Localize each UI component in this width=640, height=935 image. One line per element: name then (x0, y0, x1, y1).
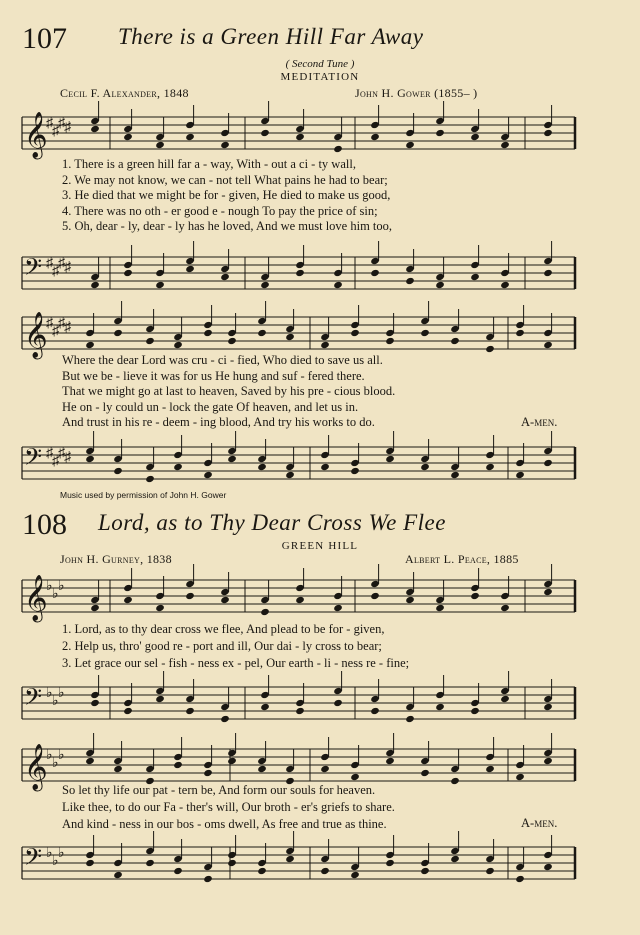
flat-icon: ♭ (52, 756, 59, 771)
note-head (257, 463, 267, 471)
sharp-icon: ♯ (64, 450, 71, 465)
sharp-icon: ♯ (46, 316, 53, 331)
note-head (123, 596, 133, 604)
bass-staff-108-2 (0, 835, 640, 895)
lyric-line: 2. Help us, thro' good re - port and ill, Our dai - ly cross to bear; (62, 639, 382, 653)
note-head (350, 871, 360, 879)
treble-clef-icon: 𝄞 (24, 312, 48, 358)
author-107: Cecil F. Alexander, 1848 (60, 86, 189, 100)
note-head (450, 855, 460, 863)
note-head (227, 337, 237, 345)
note-head (500, 141, 510, 149)
amen-107: A-men. (521, 415, 558, 429)
flat-icon: ♭ (46, 846, 53, 861)
note-head (295, 269, 305, 277)
note-head (470, 273, 480, 281)
lyric-line: So let thy life our pat - tern be, And form our souls for heaven. (62, 783, 376, 797)
note-head (470, 592, 480, 600)
note-head (333, 281, 343, 289)
note-head (203, 875, 213, 883)
note-head (420, 463, 430, 471)
composer-107: John H. Gower (1855– ) (355, 86, 478, 100)
note-head (405, 277, 415, 285)
note-head (543, 341, 553, 349)
bass-clef-icon: 𝄢 (24, 253, 43, 286)
lyrics-108-2 (62, 782, 395, 833)
note-head (420, 769, 430, 777)
note-head (285, 333, 295, 341)
bass-clef-icon: 𝄢 (24, 683, 43, 716)
note-head (515, 329, 525, 337)
flat-icon: ♭ (46, 748, 53, 763)
bass-clef-icon: 𝄢 (24, 843, 43, 876)
note-head (257, 867, 267, 875)
note-head (320, 341, 330, 349)
note-head (113, 329, 123, 337)
lyric-line: That we might go at last to heaven, Saved by his pre - cious blood. (62, 384, 396, 398)
sharp-icon: ♯ (64, 120, 71, 135)
note-head (515, 773, 525, 781)
note-head (185, 133, 195, 141)
note-head (435, 129, 445, 137)
note-head (90, 604, 100, 612)
note-head (227, 859, 237, 867)
note-head (203, 329, 213, 337)
flat-icon: ♭ (58, 846, 65, 861)
note-head (485, 765, 495, 773)
note-head (333, 699, 343, 707)
flat-icon: ♭ (46, 579, 53, 594)
note-head (543, 459, 553, 467)
lyric-line: But we be - lieve it was for us He hung and suf - fered there. (62, 368, 365, 383)
note-head (450, 777, 460, 785)
note-head (320, 765, 330, 773)
note-head (485, 867, 495, 875)
lyric-line: And kind - ness in our bos - oms dwell, As free and true as thine. (62, 817, 387, 831)
note-head (220, 715, 230, 723)
note-head (385, 859, 395, 867)
lyric-line: 3. He died that we might be for - given, He died to make us good, (62, 188, 391, 202)
sharp-icon: ♯ (52, 124, 59, 139)
note-head (385, 757, 395, 765)
flat-icon: ♭ (58, 748, 65, 763)
note-head (350, 329, 360, 337)
note-head (155, 604, 165, 612)
note-head (85, 455, 95, 463)
note-head (515, 471, 525, 479)
note-head (420, 867, 430, 875)
note-head (260, 608, 270, 616)
note-head (85, 341, 95, 349)
note-head (90, 281, 100, 289)
note-head (257, 329, 267, 337)
tune-name-107: MEDITATION (280, 71, 360, 83)
note-head (350, 467, 360, 475)
note-head (123, 269, 133, 277)
sharp-icon: ♯ (52, 264, 59, 279)
tune-name-108: GREEN HILL (281, 540, 359, 552)
note-head (185, 707, 195, 715)
note-head (113, 871, 123, 879)
note-head (155, 695, 165, 703)
sharp-icon: ♯ (46, 116, 53, 131)
note-head (543, 588, 553, 596)
sharp-icon: ♯ (58, 116, 65, 131)
note-head (90, 125, 100, 133)
lyric-line: And trust in his re - deem - ing blood, And try his works to do. (62, 415, 375, 429)
sharp-icon: ♯ (46, 256, 53, 271)
note-head (260, 703, 270, 711)
note-head (285, 855, 295, 863)
note-head (145, 475, 155, 483)
treble-clef-icon: 𝄞 (24, 112, 48, 158)
flat-icon: ♭ (52, 854, 59, 869)
lyrics-108-1 (62, 621, 409, 672)
sharp-icon: ♯ (58, 256, 65, 271)
lyric-line: He on - ly could un - lock the gate Of heaven, and let us in. (62, 399, 359, 414)
permission-note: Music used by permission of John H. Gower (60, 490, 227, 500)
note-head (500, 695, 510, 703)
note-head (90, 699, 100, 707)
lyric-line: 5. Oh, dear - ly, dear - ly has he loved, And we must love him too, (62, 219, 393, 233)
note-head (295, 596, 305, 604)
note-head (543, 703, 553, 711)
note-head (260, 129, 270, 137)
lyric-line: 3. Let grace our sel - fish - ness ex - pel, Our earth - li - ness re - fine; (62, 656, 410, 670)
note-head (173, 867, 183, 875)
flat-icon: ♭ (58, 686, 65, 701)
note-head (123, 707, 133, 715)
note-head (173, 761, 183, 769)
hymn-subtitle-107: ( Second Tune ) (285, 58, 355, 70)
hymn-number-107: 107 (22, 22, 67, 55)
note-head (370, 269, 380, 277)
note-head (85, 859, 95, 867)
treble-clef-icon: 𝄞 (24, 575, 48, 621)
hymn-number-108: 108 (22, 508, 67, 541)
note-head (285, 471, 295, 479)
note-head (113, 467, 123, 475)
treble-clef-icon: 𝄞 (24, 744, 48, 790)
note-head (485, 345, 495, 353)
note-head (500, 604, 510, 612)
bass-clef-icon: 𝄢 (24, 443, 43, 476)
note-head (543, 129, 553, 137)
sharp-icon: ♯ (46, 446, 53, 461)
sharp-icon: ♯ (64, 320, 71, 335)
note-head (227, 455, 237, 463)
note-head (385, 337, 395, 345)
lyrics-107-1 (62, 157, 392, 235)
sharp-icon: ♯ (58, 316, 65, 331)
note-head (173, 341, 183, 349)
note-head (370, 133, 380, 141)
treble-staff-107-1 (0, 105, 640, 165)
note-head (450, 337, 460, 345)
bass-staff-107-1 (0, 245, 640, 305)
lyric-line: 2. We may not know, we can - not tell What pains he had to bear; (62, 172, 388, 187)
note-head (320, 463, 330, 471)
note-head (405, 141, 415, 149)
note-head (435, 703, 445, 711)
note-head (155, 141, 165, 149)
lyric-line: 1. Lord, as to thy dear cross we flee, And plead to be for - given, (62, 622, 385, 636)
note-head (295, 133, 305, 141)
note-head (85, 757, 95, 765)
sharp-icon: ♯ (52, 324, 59, 339)
note-head (320, 867, 330, 875)
lyric-line: 1. There is a green hill far a - way, With - out a ci - ty wall, (62, 157, 356, 171)
note-head (385, 455, 395, 463)
note-head (220, 596, 230, 604)
note-head (123, 133, 133, 141)
note-head (173, 463, 183, 471)
note-head (543, 757, 553, 765)
note-head (333, 145, 343, 153)
note-head (227, 757, 237, 765)
note-head (470, 707, 480, 715)
note-head (260, 281, 270, 289)
sharp-icon: ♯ (52, 454, 59, 469)
flat-icon: ♭ (52, 694, 59, 709)
flat-icon: ♭ (46, 686, 53, 701)
hymn-title-108: Lord, as to Thy Dear Cross We Flee (98, 510, 446, 535)
note-head (203, 471, 213, 479)
author-108: John H. Gurney, 1838 (60, 552, 172, 566)
lyric-line: 4. There was no oth - er good e - nough To pay the price of sin; (62, 203, 378, 218)
flat-icon: ♭ (52, 587, 59, 602)
note-head (257, 765, 267, 773)
note-head (203, 769, 213, 777)
note-head (515, 875, 525, 883)
note-head (295, 707, 305, 715)
note-head (220, 141, 230, 149)
note-head (155, 281, 165, 289)
amen-108: A-men. (521, 816, 558, 830)
note-head (185, 592, 195, 600)
note-head (370, 707, 380, 715)
note-head (485, 463, 495, 471)
note-head (435, 604, 445, 612)
sharp-icon: ♯ (58, 446, 65, 461)
bass-staff-107-2 (0, 435, 640, 495)
note-head (145, 337, 155, 345)
note-head (405, 715, 415, 723)
note-head (370, 592, 380, 600)
note-head (543, 269, 553, 277)
note-head (220, 273, 230, 281)
sharp-icon: ♯ (64, 260, 71, 275)
note-head (333, 604, 343, 612)
composer-108: Albert L. Peace, 1885 (405, 552, 519, 566)
note-head (500, 281, 510, 289)
note-head (420, 329, 430, 337)
note-head (435, 281, 445, 289)
lyrics-107-2 (62, 353, 395, 431)
note-head (470, 133, 480, 141)
note-head (113, 765, 123, 773)
hymn-title-107: There is a Green Hill Far Away (118, 24, 424, 49)
bass-staff-108-1 (0, 675, 640, 735)
note-head (350, 773, 360, 781)
note-head (405, 596, 415, 604)
note-head (145, 859, 155, 867)
note-head (185, 265, 195, 273)
lyric-line: Like thee, to do our Fa - ther's will, Our broth - er's griefs to share. (62, 800, 395, 814)
treble-staff-108-1 (0, 568, 640, 628)
note-head (543, 863, 553, 871)
flat-icon: ♭ (58, 579, 65, 594)
lyric-line: Where the dear Lord was cru - ci - fied, Who died to save us all. (62, 353, 383, 367)
note-head (450, 471, 460, 479)
